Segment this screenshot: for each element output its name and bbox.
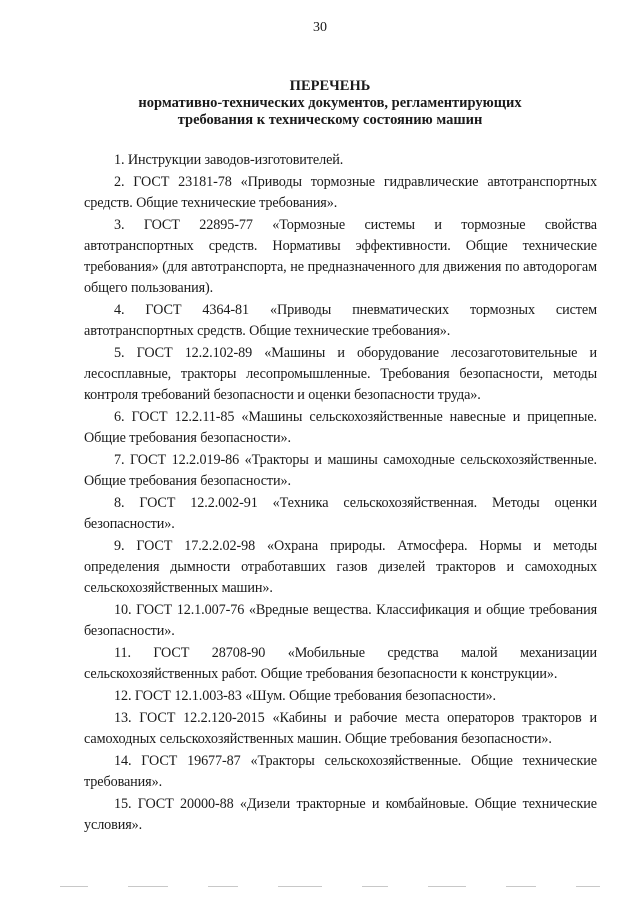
list-item: 14. ГОСТ 19677-87 «Тракторы сельскохозяйственные. Общие технические требования». — [84, 753, 597, 790]
document-heading — [60, 78, 600, 129]
list-item: 1. Инструкции заводов-изготовителей. — [114, 152, 344, 168]
list-item: 7. ГОСТ 12.2.019-86 «Тракторы и машины самоходные сельскохозяйственные. Общие требования безопасности». — [84, 452, 597, 489]
list-item: 13. ГОСТ 12.2.120-2015 «Кабины и рабочие места операторов тракторов и самоходных сельскохозяйственных машин. Общие требования безопасности». — [84, 710, 597, 747]
list-item: 12. ГОСТ 12.1.003-83 «Шум. Общие требования безопасности». — [114, 688, 496, 704]
list-item: 5. ГОСТ 12.2.102-89 «Машины и оборудование лесозаготовительные и лесосплавные, тракторы лесопромышленные. Требования безопасности, методы контроля требований безопасности и оценки безопасности труда». — [84, 345, 597, 403]
heading-subtitle-line-2: требования к техническому состоянию машин — [177, 112, 483, 128]
heading-title: ПЕРЕЧЕНЬ — [289, 78, 371, 94]
list-item: 10. ГОСТ 12.1.007-76 «Вредные вещества. Классификация и общие требования безопасности». — [84, 602, 597, 639]
standards-list — [84, 150, 597, 836]
list-item: 8. ГОСТ 12.2.002-91 «Техника сельскохозяйственная. Методы оценки безопасности». — [84, 495, 597, 532]
list-item: 3. ГОСТ 22895-77 «Тормозные системы и тормозные свойства автотранспортных средств. Нормативы эффективности. Общие технические требования» (для автотранспорта, не предназначенного для движения по автодорогам общего пользования). — [84, 217, 597, 296]
list-item: 6. ГОСТ 12.2.11-85 «Машины сельскохозяйственные навесные и прицепные. Общие требования безопасности». — [84, 409, 597, 446]
scan-artifact-line — [60, 886, 600, 889]
list-item: 11. ГОСТ 28708-90 «Мобильные средства малой механизации сельскохозяйственных работ. Общие требования безопасности к конструкции». — [84, 645, 597, 682]
list-item: 2. ГОСТ 23181-78 «Приводы тормозные гидравлические автотранспортных средств. Общие технические требования». — [84, 174, 597, 211]
heading-subtitle-line-1: нормативно-технических документов, регламентирующих — [138, 95, 522, 111]
list-item: 15. ГОСТ 20000-88 «Дизели тракторные и комбайновые. Общие технические условия». — [84, 796, 597, 833]
page-number: 30 — [313, 20, 327, 35]
list-item: 4. ГОСТ 4364-81 «Приводы пневматических тормозных систем автотранспортных средств. Общие технические требования». — [84, 302, 597, 339]
list-item: 9. ГОСТ 17.2.2.02-98 «Охрана природы. Атмосфера. Нормы и методы определения дымности отработавших газов дизелей тракторов и самоходных сельскохозяйственных машин». — [84, 538, 597, 596]
